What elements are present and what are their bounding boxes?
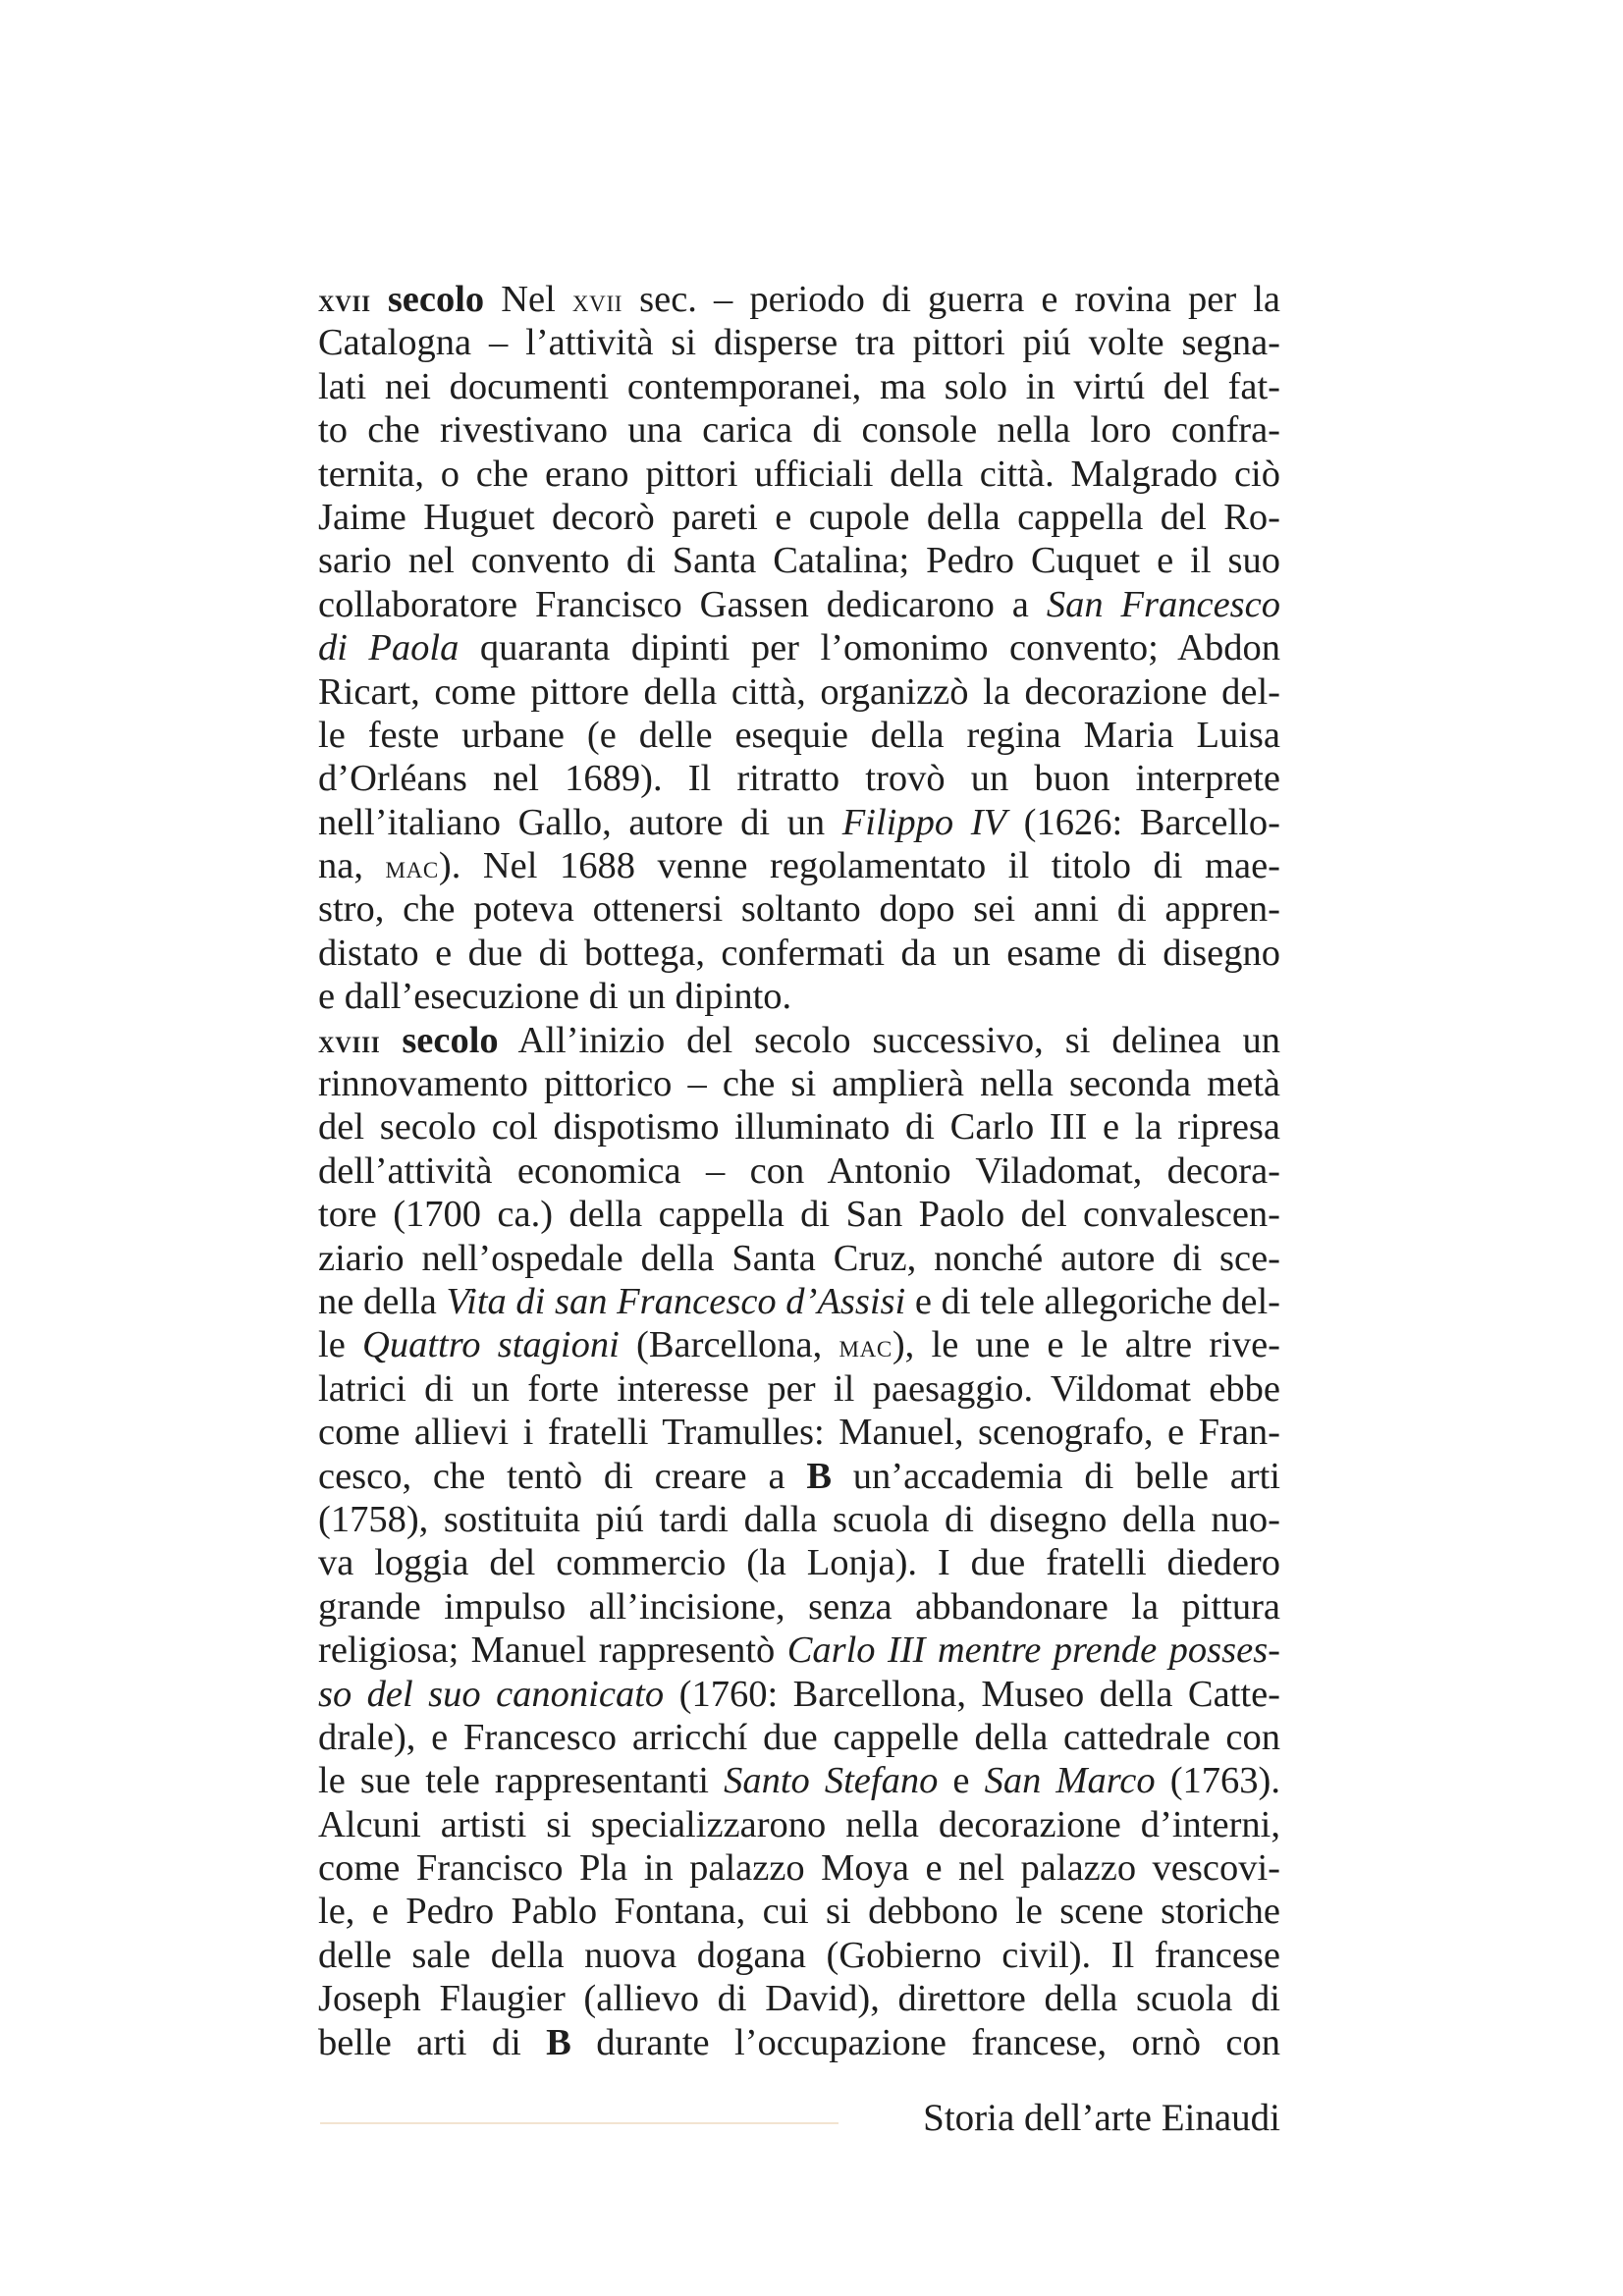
text-line bbox=[318, 670, 1280, 714]
text-run: ne della bbox=[318, 1280, 447, 1322]
text-run: rinnovamento pittorico – che si amplierà nella seconda metà bbox=[318, 1063, 1280, 1105]
text-line bbox=[318, 453, 1280, 496]
text-run: secolo bbox=[380, 1019, 499, 1061]
text-run: xvii bbox=[571, 284, 623, 319]
text-line bbox=[318, 1411, 1280, 1454]
text-run: Nel bbox=[484, 279, 572, 320]
text-run: Joseph Flaugier (allievo di David), direttore della scuola di bbox=[318, 1978, 1280, 2020]
text-line bbox=[318, 975, 1280, 1018]
text-run: come Francisco Pla in palazzo Moya e nel palazzo vescovi- bbox=[318, 1847, 1280, 1890]
text-line bbox=[318, 1498, 1280, 1541]
text-line bbox=[318, 539, 1280, 582]
text-run: (Barcellona, bbox=[619, 1324, 839, 1366]
text-run: B bbox=[546, 2021, 571, 2063]
text-line bbox=[318, 626, 1280, 669]
text-run: so del suo canonicato bbox=[318, 1673, 665, 1715]
text-line bbox=[318, 1237, 1280, 1280]
text-run: (1626: Barcello- bbox=[1006, 801, 1280, 843]
text-run: Carlo III mentre prende posses- bbox=[786, 1629, 1280, 1672]
text-run: Jaime Huguet decorò pareti e cupole della cappella del Ro- bbox=[318, 496, 1280, 538]
text-run: del secolo col dispotismo illuminato di Carlo III e la ripresa bbox=[318, 1106, 1280, 1148]
text-run: un’accademia di belle arti bbox=[832, 1455, 1280, 1497]
text-run: All’inizio del secolo successivo, si delinea un bbox=[498, 1019, 1280, 1061]
text-line bbox=[318, 1280, 1280, 1323]
text-line bbox=[318, 1759, 1280, 1802]
text-run: quaranta dipinti per l’omonimo convento; Abdon bbox=[459, 627, 1280, 669]
text-run: e di tele allegoriche del- bbox=[905, 1280, 1280, 1322]
text-run: stro, che poteva ottenersi soltanto dopo sei anni di appren- bbox=[318, 888, 1280, 931]
text-run: xviii bbox=[318, 1024, 381, 1060]
text-line bbox=[318, 1890, 1280, 1933]
text-run: cesco, che tentò di creare a bbox=[318, 1455, 807, 1497]
footer-divider bbox=[320, 2122, 839, 2124]
text-run: e dall’esecuzione di un dipinto. bbox=[318, 976, 792, 1018]
text-line bbox=[318, 1934, 1280, 1977]
text-line bbox=[318, 1541, 1280, 1584]
text-run: di Paola bbox=[318, 627, 460, 669]
text-line bbox=[318, 801, 1280, 844]
text-run: Vita di san Francesco d’Assisi bbox=[446, 1280, 906, 1322]
text-line bbox=[318, 714, 1280, 757]
text-run: Ricart, come pittore della città, organizzò la decorazione del- bbox=[318, 670, 1280, 713]
text-line bbox=[318, 1716, 1280, 1759]
text-line bbox=[318, 1846, 1280, 1890]
text-line bbox=[318, 1977, 1280, 2020]
text-run: collaboratore Francisco Gassen dedicarono a bbox=[318, 583, 1047, 625]
text-run: belle arti di bbox=[318, 2021, 547, 2063]
text-run: to che rivestivano una carica di console nella loro confra- bbox=[318, 409, 1280, 452]
text-line bbox=[318, 1629, 1280, 1672]
text-run: ziario nell’ospedale della Santa Cruz, nonché autore di sce- bbox=[318, 1237, 1280, 1279]
text-line bbox=[318, 321, 1280, 364]
text-run: na, bbox=[318, 845, 386, 887]
text-line bbox=[318, 408, 1280, 452]
text-run: (1760: Barcellona, Museo della Catte- bbox=[664, 1673, 1280, 1715]
text-line bbox=[318, 278, 1280, 321]
text-run: Catalogna – l’attività si disperse tra pittori piú volte segna- bbox=[318, 322, 1280, 364]
text-line bbox=[318, 583, 1280, 626]
text-run: Alcuni artisti si specializzarono nella decorazione d’interni, bbox=[318, 1803, 1280, 1845]
text-run: dell’attività economica – con Antonio Viladomat, decora- bbox=[318, 1149, 1280, 1192]
text-line bbox=[318, 932, 1280, 975]
text-run: ternita, o che erano pittori ufficiali della città. Malgrado ciò bbox=[318, 453, 1280, 495]
text-run: xvii bbox=[318, 284, 371, 319]
text-run: (1758), sostituita piú tardi dalla scuola di disegno della nuo- bbox=[318, 1498, 1280, 1540]
text-run: drale), e Francesco arricchí due cappelle della cattedrale con bbox=[318, 1716, 1280, 1758]
text-line bbox=[318, 1323, 1280, 1366]
text-run: latrici di un forte interesse per il paesaggio. Vildomat ebbe bbox=[318, 1367, 1280, 1410]
text-run: tore (1700 ca.) della cappella di San Paolo del convalescen- bbox=[318, 1194, 1280, 1236]
text-run: Quattro stagioni bbox=[362, 1324, 620, 1366]
text-run: come allievi i fratelli Tramulles: Manuel, scenografo, e Fran- bbox=[318, 1412, 1280, 1454]
text-run: grande impulso all’incisione, senza abbandonare la pittura bbox=[318, 1585, 1280, 1628]
text-line bbox=[318, 1062, 1280, 1105]
text-run: San Marco bbox=[984, 1760, 1156, 1802]
text-run: ), le une e le altre rive- bbox=[892, 1324, 1280, 1366]
text-run: Filippo IV bbox=[841, 801, 1007, 843]
text-line bbox=[318, 1585, 1280, 1629]
text-run: le bbox=[318, 1324, 363, 1366]
text-line bbox=[318, 1149, 1280, 1193]
text-run: d’Orléans nel 1689). Il ritratto trovò un buon interprete bbox=[318, 758, 1280, 800]
text-run: sec. – periodo di guerra e rovina per la bbox=[622, 279, 1280, 320]
text-run: le, e Pedro Pablo Fontana, cui si debbono le scene storiche bbox=[318, 1891, 1280, 1933]
text-line bbox=[318, 1193, 1280, 1236]
text-run: secolo bbox=[370, 279, 485, 320]
text-run: le sue tele rappresentanti bbox=[318, 1760, 725, 1802]
text-run: mac bbox=[839, 1329, 893, 1365]
text-run: San Francesco bbox=[1046, 583, 1280, 625]
text-line bbox=[318, 1455, 1280, 1498]
text-line bbox=[318, 844, 1280, 887]
text-run: le feste urbane (e delle esequie della regina Maria Luisa bbox=[318, 714, 1280, 756]
text-line bbox=[318, 2021, 1280, 2064]
text-run: sario nel convento di Santa Catalina; Pedro Cuquet e il suo bbox=[318, 540, 1280, 582]
text-run: durante l’occupazione francese, ornò con bbox=[570, 2021, 1280, 2063]
text-line bbox=[318, 365, 1280, 408]
text-line bbox=[318, 1019, 1280, 1062]
text-run: va loggia del commercio (la Lonja). I due fratelli diedero bbox=[318, 1542, 1280, 1584]
text-run: e bbox=[938, 1760, 985, 1802]
text-run: distato e due di bottega, confermati da un esame di disegno bbox=[318, 932, 1280, 974]
text-run: religiosa; Manuel rappresentò bbox=[318, 1629, 787, 1672]
text-run: (1763). bbox=[1155, 1760, 1280, 1802]
text-run: Santo Stefano bbox=[724, 1760, 939, 1802]
text-line bbox=[318, 1803, 1280, 1846]
text-run: delle sale della nuova dogana (Gobierno civil). Il francese bbox=[318, 1934, 1280, 1976]
text-run: lati nei documenti contemporanei, ma solo in virtú del fat- bbox=[318, 365, 1280, 407]
text-run: ). Nel 1688 venne regolamentato il titolo di mae- bbox=[438, 845, 1280, 887]
text-run: mac bbox=[385, 850, 439, 886]
text-line bbox=[318, 1673, 1280, 1716]
text-line bbox=[318, 1105, 1280, 1148]
text-line bbox=[318, 757, 1280, 800]
text-line bbox=[318, 887, 1280, 931]
footer-title: Storia dell’arte Einaudi bbox=[923, 2097, 1280, 2139]
text-run: B bbox=[806, 1455, 833, 1497]
text-line bbox=[318, 496, 1280, 539]
text-line bbox=[318, 1367, 1280, 1411]
text-run: nell’italiano Gallo, autore di un bbox=[318, 801, 842, 843]
article-body bbox=[318, 278, 1280, 2064]
